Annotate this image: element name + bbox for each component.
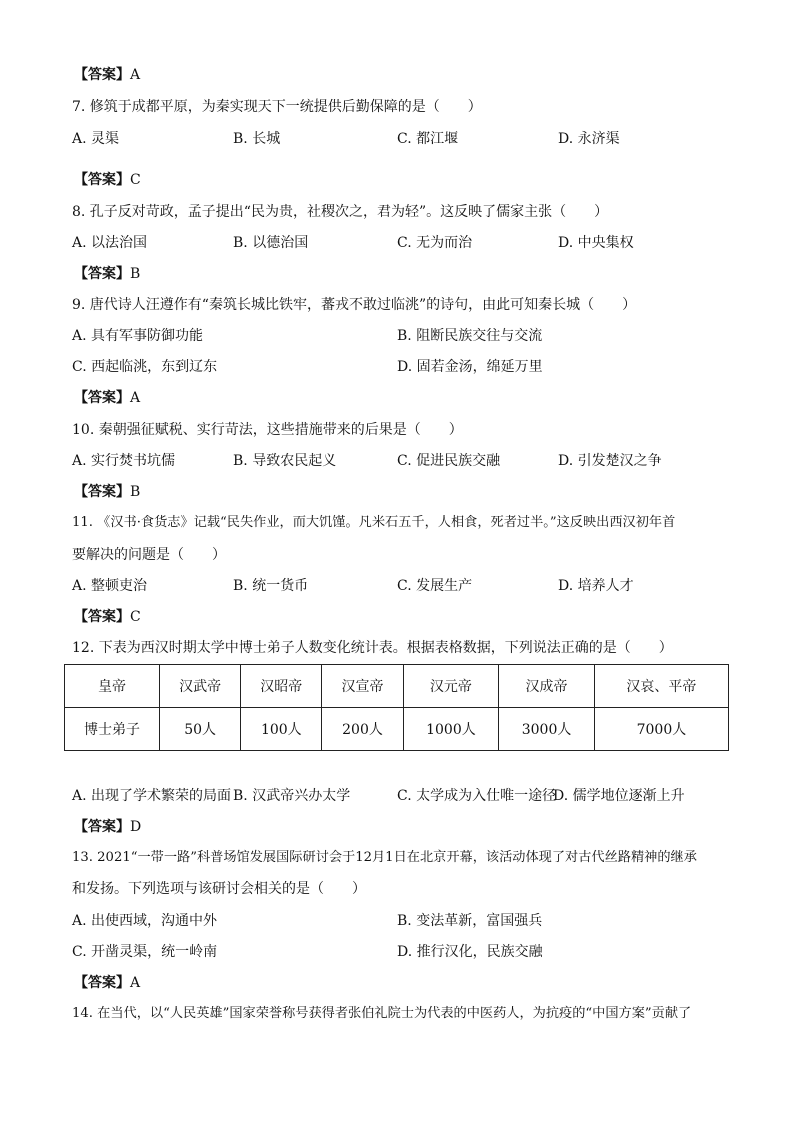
table-cell: 3000人: [499, 708, 595, 751]
table-cell: 皇帝: [65, 665, 160, 708]
question-13-stem-line2: 和发扬。下列选项与该研讨会相关的是（ ）: [72, 881, 366, 897]
q12-answer: [74, 817, 141, 837]
q12-option-d: D. 儒学地位逐渐上升: [553, 788, 685, 804]
question-13-stem-line1: 13. 2021“一带一路”科普场馆发展国际研讨会于12月1日在北京开幕，该活动体现了对古代丝路精神的继承: [72, 850, 697, 865]
table-cell: 汉哀、平帝: [594, 665, 728, 708]
answer-label: 【答案】: [74, 975, 130, 991]
q10-option-d: D. 引发楚汉之争: [558, 453, 662, 469]
question-11-stem-line2: 要解决的问题是（ ）: [72, 547, 226, 563]
table-cell: 汉昭帝: [241, 665, 322, 708]
answer-value: D: [130, 819, 142, 835]
answer-value: B: [130, 266, 141, 282]
table-cell: 博士弟子: [65, 708, 160, 751]
q11-option-c: C. 发展生产: [397, 578, 473, 594]
table-cell: 汉成帝: [499, 665, 595, 708]
table-header-row: [65, 665, 729, 708]
q7-option-a: A. 灵渠: [72, 131, 120, 147]
answer-label: 【答案】: [74, 67, 130, 83]
question-8-stem: 8. 孔子反对苛政，孟子提出“民为贵，社稷次之，君为轻”。这反映了儒家主张（ ）: [72, 204, 609, 220]
table-cell: 50人: [160, 708, 241, 751]
q11-option-b: B. 统一货币: [233, 578, 309, 594]
question-9-stem: 9. 唐代诗人汪遵作有“秦筑长城比铁牢，蕃戎不敢过临洮”的诗句，由此可知秦长城（ ）: [72, 297, 637, 313]
q10-option-a: A. 实行焚书坑儒: [72, 453, 176, 469]
table-cell: 7000人: [594, 708, 728, 751]
table-row: [65, 708, 729, 751]
q8-option-c: C. 无为而治: [397, 235, 473, 251]
q10-option-b: B. 导致农民起义: [233, 453, 337, 469]
q12-option-b: B. 汉武帝兴办太学: [233, 788, 351, 804]
q9-option-b: B. 阻断民族交往与交流: [397, 328, 543, 344]
q8-option-b: B. 以德治国: [233, 235, 309, 251]
q13-answer: [74, 973, 140, 993]
answer-label: 【答案】: [74, 266, 130, 282]
answer-line: [74, 65, 140, 85]
answer-value: C: [130, 609, 141, 625]
q11-option-a: A. 整顿吏治: [72, 578, 148, 594]
table-cell: 汉元帝: [403, 665, 499, 708]
answer-label: 【答案】: [74, 484, 130, 500]
table-cell: 汉宣帝: [322, 665, 403, 708]
q12-option-a: A. 出现了学术繁荣的局面: [72, 788, 232, 804]
q9-option-c: C. 西起临洮，东到辽东: [72, 359, 218, 375]
table-cell: 200人: [322, 708, 403, 751]
question-11-stem-line1: 11. 《汉书·食货志》记载“民失作业，而大饥馑。凡米石五千，人相食，死者过半。”这反映出西汉初年首: [72, 515, 676, 530]
question-10-stem: 10. 秦朝强征赋税、实行苛法，这些措施带来的后果是（ ）: [72, 422, 463, 438]
q10-option-c: C. 促进民族交融: [397, 453, 501, 469]
student-count-table: [64, 664, 729, 751]
answer-value: A: [130, 67, 141, 83]
q10-answer: [74, 482, 140, 502]
q11-answer: [74, 607, 141, 627]
q13-option-a: A. 出使西域，沟通中外: [72, 913, 218, 929]
answer-label: 【答案】: [74, 390, 130, 406]
question-14-stem-line1: 14. 在当代，以“人民英雄”国家荣誉称号获得者张伯礼院士为代表的中医药人，为抗疫的“中国方案”贡献了: [72, 1006, 692, 1021]
answer-value: C: [130, 172, 141, 188]
answer-label: 【答案】: [74, 609, 130, 625]
q9-option-d: D. 固若金汤，绵延万里: [397, 359, 543, 375]
q7-answer: [74, 170, 141, 190]
answer-label: 【答案】: [74, 172, 130, 188]
q7-option-d: D. 永济渠: [558, 131, 620, 147]
q11-option-d: D. 培养人才: [558, 578, 634, 594]
question-7-stem: 7. 修筑于成都平原，为秦实现天下一统提供后勤保障的是（ ）: [72, 99, 482, 115]
q8-answer: [74, 264, 140, 284]
q8-option-a: A. 以法治国: [72, 235, 148, 251]
table-cell: 100人: [241, 708, 322, 751]
answer-value: A: [130, 975, 141, 991]
q7-option-b: B. 长城: [233, 131, 281, 147]
q8-option-d: D. 中央集权: [558, 235, 634, 251]
answer-label: 【答案】: [74, 819, 130, 835]
q13-option-b: B. 变法革新，富国强兵: [397, 913, 543, 929]
q7-option-c: C. 都江堰: [397, 131, 459, 147]
q12-option-c: C. 太学成为入仕唯一途径: [397, 788, 557, 804]
q13-option-d: D. 推行汉化，民族交融: [397, 944, 543, 960]
q13-option-c: C. 开凿灵渠，统一岭南: [72, 944, 218, 960]
answer-value: A: [130, 390, 141, 406]
question-12-stem: 12. 下表为西汉时期太学中博士弟子人数变化统计表。根据表格数据，下列说法正确的是（ ）: [72, 640, 673, 656]
answer-value: B: [130, 484, 141, 500]
table-cell: 汉武帝: [160, 665, 241, 708]
q9-answer: [74, 388, 140, 408]
table-cell: 1000人: [403, 708, 499, 751]
q9-option-a: A. 具有军事防御功能: [72, 328, 204, 344]
